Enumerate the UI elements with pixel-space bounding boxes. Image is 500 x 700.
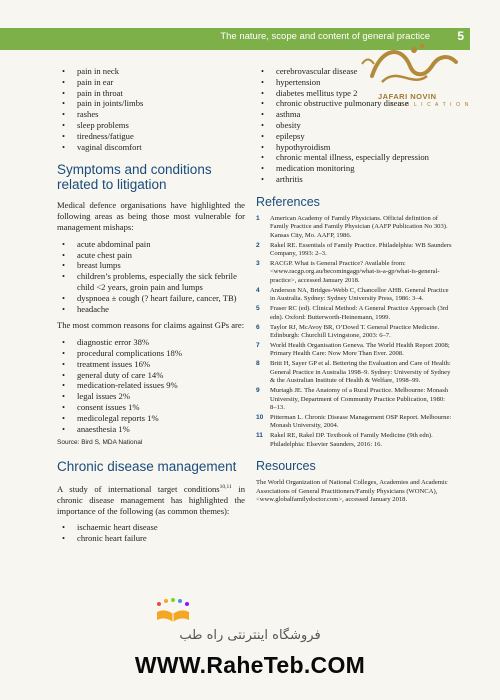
reference-item (256, 324, 452, 341)
list-item: • pain in neck (57, 66, 245, 77)
reference-item (256, 432, 452, 449)
list-item: • procedural complications 18% (57, 348, 245, 359)
list-item: • pain in joints/limbs (57, 98, 245, 109)
reference-number: 10 (256, 414, 264, 422)
list-item: • medication monitoring (256, 163, 452, 174)
mishap-list (57, 239, 245, 315)
symptom-list (57, 66, 245, 152)
reference-list (256, 215, 452, 450)
reference-text: Anderson NA, Bridges-Webb C, Chancellor AHB. General Practice in Australia. Sydney: Sydney University Press, 1986: 3–4. (270, 286, 449, 303)
reference-text: Fraser RC (ed). Clinical Method: A General Practice Approach (3rd edn). Oxford: Butterworth-Heinemann, 1999. (270, 305, 449, 321)
list-item: • acute chest pain (57, 250, 245, 261)
list-item: • pain in throat (57, 88, 245, 99)
running-title: The nature, scope and content of general practice (220, 31, 430, 42)
list-item: • general duty of care 14% (57, 370, 245, 381)
reference-text: Rakel RE. Essentials of Family Practice. Philadelphia: WB Saunders Company, 1993: 2–3. (270, 241, 452, 257)
books-logo-icon (153, 598, 193, 624)
list-item: • medication-related issues 9% (57, 380, 245, 391)
left-column (57, 66, 245, 544)
list-item: • diabetes mellitus type 2 (256, 88, 452, 99)
reference-item (256, 287, 452, 304)
source-note: Source: Bird S, MDA National (57, 439, 143, 447)
list-item: • children’s problems, especially the sick febrile child <2 years, groin pain and lumps (57, 271, 245, 293)
citation-sup: 10,11 (219, 484, 232, 491)
reference-item (256, 242, 452, 259)
store-footer (0, 592, 500, 700)
list-item: • consent issues 1% (57, 402, 245, 413)
list-item: • chronic mental illness, especially depression (256, 152, 452, 163)
list-item: • arthritis (256, 174, 452, 185)
list-item: • asthma (256, 109, 452, 120)
list-item: • vaginal discomfort (57, 142, 245, 153)
list-item: • treatment issues 16% (57, 359, 245, 370)
list-item: • epilepsy (256, 131, 452, 142)
list-item: • chronic heart failure (57, 533, 245, 544)
reference-text: Rakel RE, Rakel DP. Textbook of Family Medicine (9th edn). Philadelphia: Elsevier Saunders, 2016: 16. (270, 432, 433, 448)
reference-text: Taylor RJ, McAvoy BR, O’Dowd T. General Practice Medicine. Edinburgh: Churchill Livingstone, 2003: 6–7. (270, 323, 440, 340)
page-number: 5 (457, 29, 464, 43)
heading-resources: Resources (256, 459, 316, 474)
paragraph-claims: The most common reasons for claims against GPs are: (57, 320, 245, 331)
store-name: فروشگاه اینترنتی راه طب (179, 628, 321, 643)
list-item: • legal issues 2% (57, 391, 245, 402)
heading-litigation: Symptoms and conditions related to litigation (57, 162, 212, 193)
reference-text: RACGP. What is General Practice? Available from: <www.racgp.org.au/becomingagp/what-is-a-gp/what-is-general-practice>, accessed January 2018. (270, 259, 440, 284)
list-item: • acute abdominal pain (57, 239, 245, 250)
chronic-list (57, 522, 245, 544)
reference-number: 2 (256, 241, 260, 249)
reference-text: Pitterman L. Chronic Disease Management OSP Report. Melbourne: Monash University, 2004. (270, 414, 452, 430)
paragraph-chronic (57, 482, 245, 516)
reference-number: 7 (256, 342, 260, 350)
store-url: WWW.RaheTeb.COM (134, 652, 366, 678)
list-item: • rashes (57, 109, 245, 120)
list-item: • diagnostic error 38% (57, 337, 245, 348)
reference-number: 3 (256, 259, 260, 267)
reference-text: World Health Organisation Geneva. The World Health Report 2008; Primary Health Care: Now More Than Ever. 2008. (270, 342, 450, 358)
reference-item (256, 342, 452, 359)
list-item: • ischaemic heart disease (57, 522, 245, 533)
list-item: • hypertension (256, 77, 452, 88)
paragraph-chronic-a: A study of international target conditions (57, 483, 220, 494)
reference-item (256, 305, 452, 322)
reference-number: 6 (256, 323, 260, 331)
list-item: • pain in ear (57, 77, 245, 88)
right-column (256, 66, 452, 504)
reference-number: 4 (256, 286, 260, 294)
reference-text: Britt H, Sayer GP et al. Bettering the Evaluation and Care of Health: General Practice in Australia 1998–9. Sydney: University of Sydney & the Australian Institute of Health & Welfare, 1998–99. (270, 360, 451, 385)
reference-item (256, 387, 452, 412)
logo-brand: JAFARI NOVIN (378, 92, 437, 101)
heading-references: References (256, 194, 320, 209)
paragraph-litigation: Medical defence organisations have highlighted the following areas as being those most vulnerable for management mishaps: (57, 200, 245, 232)
list-item: • headache (57, 304, 245, 315)
reference-item (256, 414, 452, 431)
list-item: • hypothyroidism (256, 142, 452, 153)
reference-item (256, 360, 452, 385)
list-item: • obesity (256, 120, 452, 131)
resources-text: The World Organization of National Colleges, Academies and Academic Associations of General Practitioners/Family Physicians (WONCA), <www.globalfamilydoctor.com>, accessed January 2018. (256, 479, 448, 504)
chronic-list-continued (256, 66, 452, 185)
list-item: • sleep problems (57, 120, 245, 131)
reference-text: American Academy of Family Physicians. Official definition of Family Practice and Family Physician (AAFP Publication No 303). Kansas City, Mo. AAFP, 1986. (270, 214, 448, 239)
list-item: • cerebrovascular disease (256, 66, 452, 77)
reference-item (256, 260, 452, 285)
heading-chronic: Chronic disease management (57, 459, 237, 475)
list-item: • breast lumps (57, 260, 245, 271)
reference-number: 9 (256, 387, 260, 395)
list-item: • medicolegal reports 1% (57, 413, 245, 424)
claims-list (57, 337, 245, 434)
reference-number: 11 (256, 432, 263, 440)
reference-number: 8 (256, 360, 260, 368)
list-item: • tiredness/fatigue (57, 131, 245, 142)
list-item: • anaesthesia 1% (57, 424, 245, 435)
reference-text: Murtagh JE. The Anatomy of a Rural Practice. Melbourne: Monash University, Department of Community Practice Publication, 1980: 8–13. (270, 387, 449, 412)
reference-item (256, 215, 452, 240)
paragraph-chronic-b: in chronic disease management has highlighted the importance of the following (as common themes): (57, 483, 245, 516)
logo-subtitle: P U B L I C A T I O N (390, 102, 470, 108)
list-item: • dyspnoea ± cough (? heart failure, cancer, TB) (57, 293, 245, 304)
reference-number: 5 (256, 305, 260, 313)
reference-number: 1 (256, 214, 260, 222)
list-item: • chronic obstructive pulmonary disease (256, 98, 452, 109)
